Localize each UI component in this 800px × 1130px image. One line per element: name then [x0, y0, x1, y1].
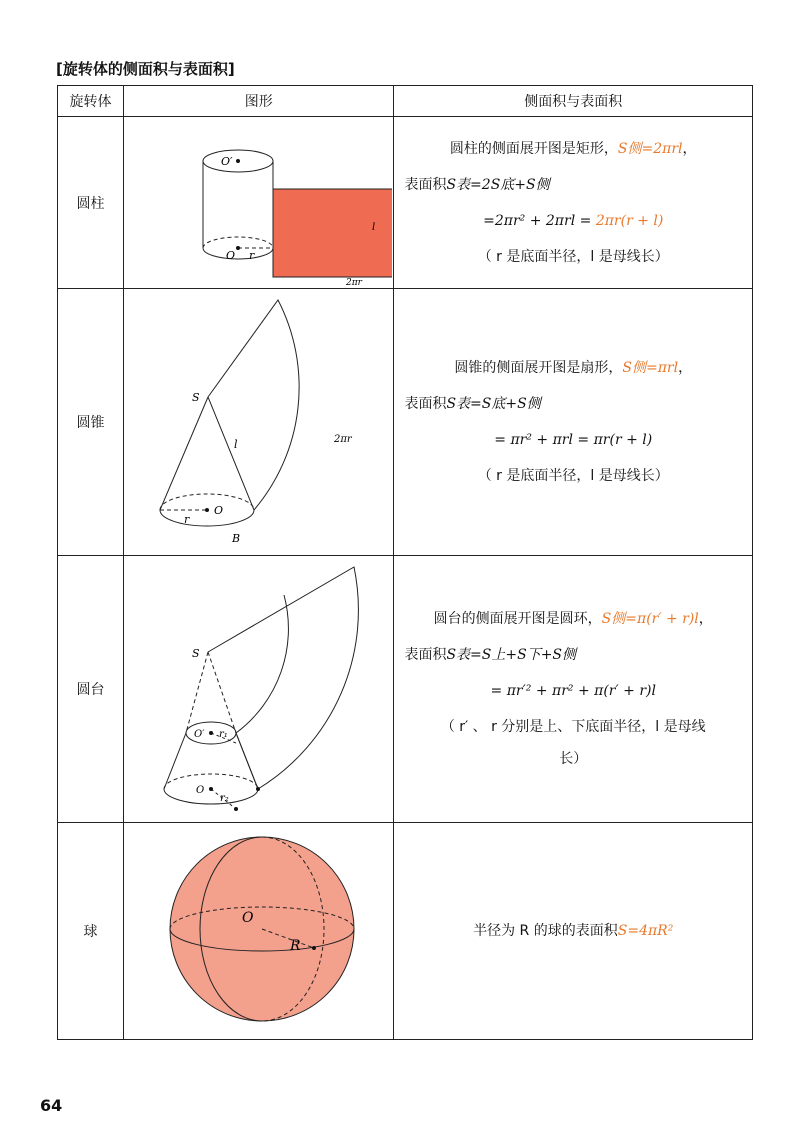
frustum-surface-prefix: 表面积 [404, 647, 447, 663]
section-title: [旋转体的侧面积与表面积] [56, 60, 235, 78]
label-apex: S [192, 391, 200, 404]
label-bottom-center: O [196, 785, 205, 796]
unrolled-rectangle [273, 189, 392, 277]
frustum-base-back [164, 774, 258, 789]
label-radius: r [184, 513, 190, 526]
base-edge-dot [256, 787, 260, 791]
cylinder-expansion-line [394, 211, 752, 231]
frustum-diagram [124, 557, 392, 821]
row-name-cylinder: 圆柱 [58, 117, 124, 289]
label-apex: S [192, 647, 200, 660]
frustum-figure [124, 556, 394, 823]
cone-base-back [160, 494, 254, 510]
header-figure: 图形 [124, 86, 394, 117]
frustum-surface-line [394, 645, 752, 665]
outer-ring-edge [208, 567, 358, 789]
frustum-unfold-text: 圆台的侧面展开图是圆环， [433, 611, 602, 627]
cylinder-lateral-formula: S侧=2πrl [617, 140, 683, 157]
cone-diagram [124, 290, 392, 554]
cone-slant-left [160, 397, 208, 510]
row-name-sphere: 球 [58, 823, 124, 1040]
label-width: 2πr [346, 278, 363, 287]
cylinder-unfold-text: 圆柱的侧面展开图是矩形， [449, 140, 618, 157]
cylinder-surface-prefix: 表面积 [404, 176, 447, 193]
label-top-center: O′ [221, 155, 233, 168]
cone-surface-line [394, 394, 752, 414]
frustum-side-right [236, 733, 258, 789]
cylinder-note: （ r 是底面半径，l 是母线长） [477, 248, 669, 265]
table-row-cone [58, 289, 753, 556]
table-row-sphere [58, 823, 753, 1040]
label-center: O [242, 910, 254, 926]
cylinder-expansion: =2πr² + 2πrl = [483, 212, 596, 229]
cone-surface-formula: S表=S底+S侧 [446, 396, 541, 412]
inner-ring-arc [236, 595, 288, 733]
cone-center-dot [205, 508, 209, 512]
bottom-center-dot [236, 246, 240, 250]
frustum-base-front [164, 789, 258, 804]
sphere-text-prefix: 半径为 R 的球的表面积 [473, 923, 618, 939]
cylinder-diagram [124, 118, 392, 287]
cone-expansion: = πr² + πrl = πr(r + l) [494, 432, 653, 448]
label-center: O [214, 504, 224, 517]
cylinder-surface-formula: S表=2S底+S侧 [446, 176, 550, 193]
sphere-radius-dot [312, 946, 316, 950]
cone-expansion-line [394, 430, 752, 450]
cone-base-front [160, 510, 254, 526]
unrolled-sector [208, 300, 299, 510]
frustum-apex-left [186, 652, 208, 733]
label-bottom-radius: r₂ [220, 793, 229, 804]
bottom-center-dot [209, 787, 213, 791]
header-shape: 旋转体 [58, 86, 124, 117]
sphere-figure [124, 823, 394, 1040]
label-bottom-center: O [226, 249, 236, 262]
cylinder-surface-line [394, 175, 752, 195]
cone-unfold-text: 圆锥的侧面展开图是扇形， [454, 360, 623, 376]
label-radius: R [290, 938, 301, 954]
frustum-formula-cell [394, 556, 753, 823]
formula-table [57, 85, 753, 1040]
row-name-frustum: 圆台 [58, 556, 124, 823]
header-formula: 侧面积与表面积 [394, 86, 753, 117]
frustum-unfold-line: 圆台的侧面展开图是圆环，S侧=π(r′ + r)l， [433, 611, 713, 627]
cone-unfold-line: 圆锥的侧面展开图是扇形，S侧=πrl， [454, 360, 693, 376]
label-height: l [372, 222, 376, 233]
frustum-lateral-formula: S侧=π(r′ + r)l [601, 611, 699, 627]
label-slant: l [234, 438, 238, 451]
label-point-b: B [232, 532, 241, 545]
frustum-surface-formula: S表=S上+S下+S侧 [446, 647, 577, 663]
top-center-dot [209, 731, 213, 735]
sphere-formula-line [394, 921, 752, 941]
cylinder-unfold-line: 圆柱的侧面展开图是矩形，S侧=2πrl， [449, 140, 697, 157]
frustum-note-line1: （ r′ 、 r 分别是上、下底面半径，l 是母线 [440, 719, 706, 735]
cone-lateral-formula: S侧=πrl [622, 360, 679, 376]
label-radius: r [249, 249, 255, 262]
cylinder-formula-cell [394, 117, 753, 289]
bottom-radius-dot [234, 807, 238, 811]
label-top-center: O′ [194, 729, 205, 740]
cone-note: （ r 是底面半径，l 是母线长） [477, 468, 669, 484]
table-header-row [58, 86, 753, 117]
sphere-formula-cell [394, 823, 753, 1040]
label-top-radius: r₁ [219, 729, 228, 740]
label-arc: 2πr [334, 434, 352, 445]
cone-figure [124, 289, 394, 556]
cylinder-figure [124, 117, 394, 289]
row-name-cone: 圆锥 [58, 289, 124, 556]
page-number: 64 [40, 1096, 63, 1115]
table-row-cylinder [58, 117, 753, 289]
frustum-apex-right [208, 652, 236, 733]
sphere-formula: S=4πR² [617, 923, 674, 939]
frustum-note-line2: 长） [559, 751, 588, 767]
cylinder-expansion-result: 2πr(r + l) [595, 212, 664, 229]
frustum-side-left [164, 733, 186, 789]
frustum-expansion-line [394, 681, 752, 701]
table-row-frustum [58, 556, 753, 823]
top-center-dot [236, 159, 240, 163]
sphere-diagram [124, 824, 392, 1038]
cone-surface-prefix: 表面积 [404, 396, 447, 412]
frustum-expansion: = πr′² + πr² + π(r′ + r)l [490, 683, 656, 699]
cone-formula-cell [394, 289, 753, 556]
